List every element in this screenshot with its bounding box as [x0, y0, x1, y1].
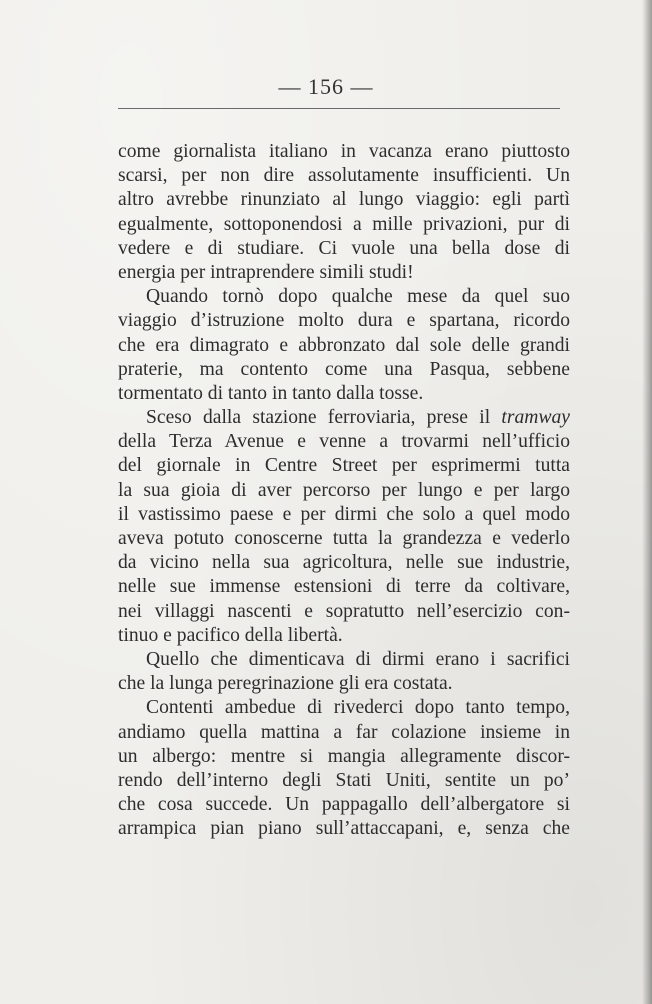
text-line: tinuo e pacifico della libertà. [118, 624, 343, 646]
italic-word: tramway [501, 407, 570, 429]
text-line: come giornalista italiano in vacanza erano piuttosto [118, 141, 570, 162]
text-line: energia per intraprendere simili studi! [118, 261, 414, 283]
text-line: rendo dell’interno degli Stati Uniti, sentite un po’ [118, 769, 570, 791]
text-line: del giornale in Centre Street per esprimermi tutta [118, 455, 570, 477]
text-line: vedere e di studiare. Ci vuole una bella dose di [118, 237, 570, 259]
body-text [118, 140, 570, 841]
text-line: aveva potuto conoscerne tutta la grandezza e vederlo [118, 528, 570, 549]
text-line: della Terza Avenue e venne a trovarmi nell’ufficio [118, 431, 570, 453]
text-line: il vastissimo paese e per dirmi che solo a quel modo [118, 503, 570, 525]
text-line: altro avrebbe rinunziato al lungo viaggio: egli partì [118, 189, 570, 211]
text-line: che era dimagrato e abbronzato dal sole delle grandi [118, 334, 570, 356]
text-line: egualmente, sottoponendosi a mille privazioni, pur di [118, 213, 570, 235]
text-line: che la lunga peregrinazione gli era costata. [118, 673, 453, 695]
text-line: arrampica pian piano sull’attaccapani, e, senza che [118, 818, 570, 840]
text-line: andiamo quella mattina a far colazione insieme in [118, 721, 570, 743]
page-number-header: — 156 — [278, 74, 374, 99]
text-line: scarsi, per non dire assolutamente insufficienti. Un [118, 165, 570, 187]
text-line: nelle sue immense estensioni di terre da coltivare, [118, 576, 570, 598]
text-line: tormentato di tanto in tanto dalla tosse. [118, 382, 424, 404]
text-line: un albergo: mentre si mangia allegramente discor- [118, 745, 570, 767]
text-fragment: Sceso dalla stazione ferroviaria, prese il [146, 407, 491, 429]
text-line: praterie, ma contento come una Pasqua, sebbene [118, 358, 570, 380]
text-line: la sua gioia di aver percorso per lungo e per largo [118, 479, 570, 501]
text-line: viaggio d’istruzione molto dura e spartana, ricordo [118, 310, 570, 332]
page-edge-shadow [642, 0, 652, 1004]
text-line: Quello che dimenticava di dirmi erano i sacrifici [146, 648, 570, 670]
text-line: nei villaggi nascenti e sopratutto nell’esercizio con- [118, 600, 570, 622]
text-line: da vicino nella sua agricoltura, nelle sue industrie, [118, 552, 570, 574]
text-line: che cosa succede. Un pappagallo dell’albergatore si [118, 794, 570, 816]
text-line: Quando tornò dopo qualche mese da quel suo [146, 286, 570, 308]
header-rule [118, 108, 560, 109]
text-line-with-italic [118, 406, 570, 430]
text-line: Contenti ambedue di rivederci dopo tanto tempo, [146, 697, 570, 719]
